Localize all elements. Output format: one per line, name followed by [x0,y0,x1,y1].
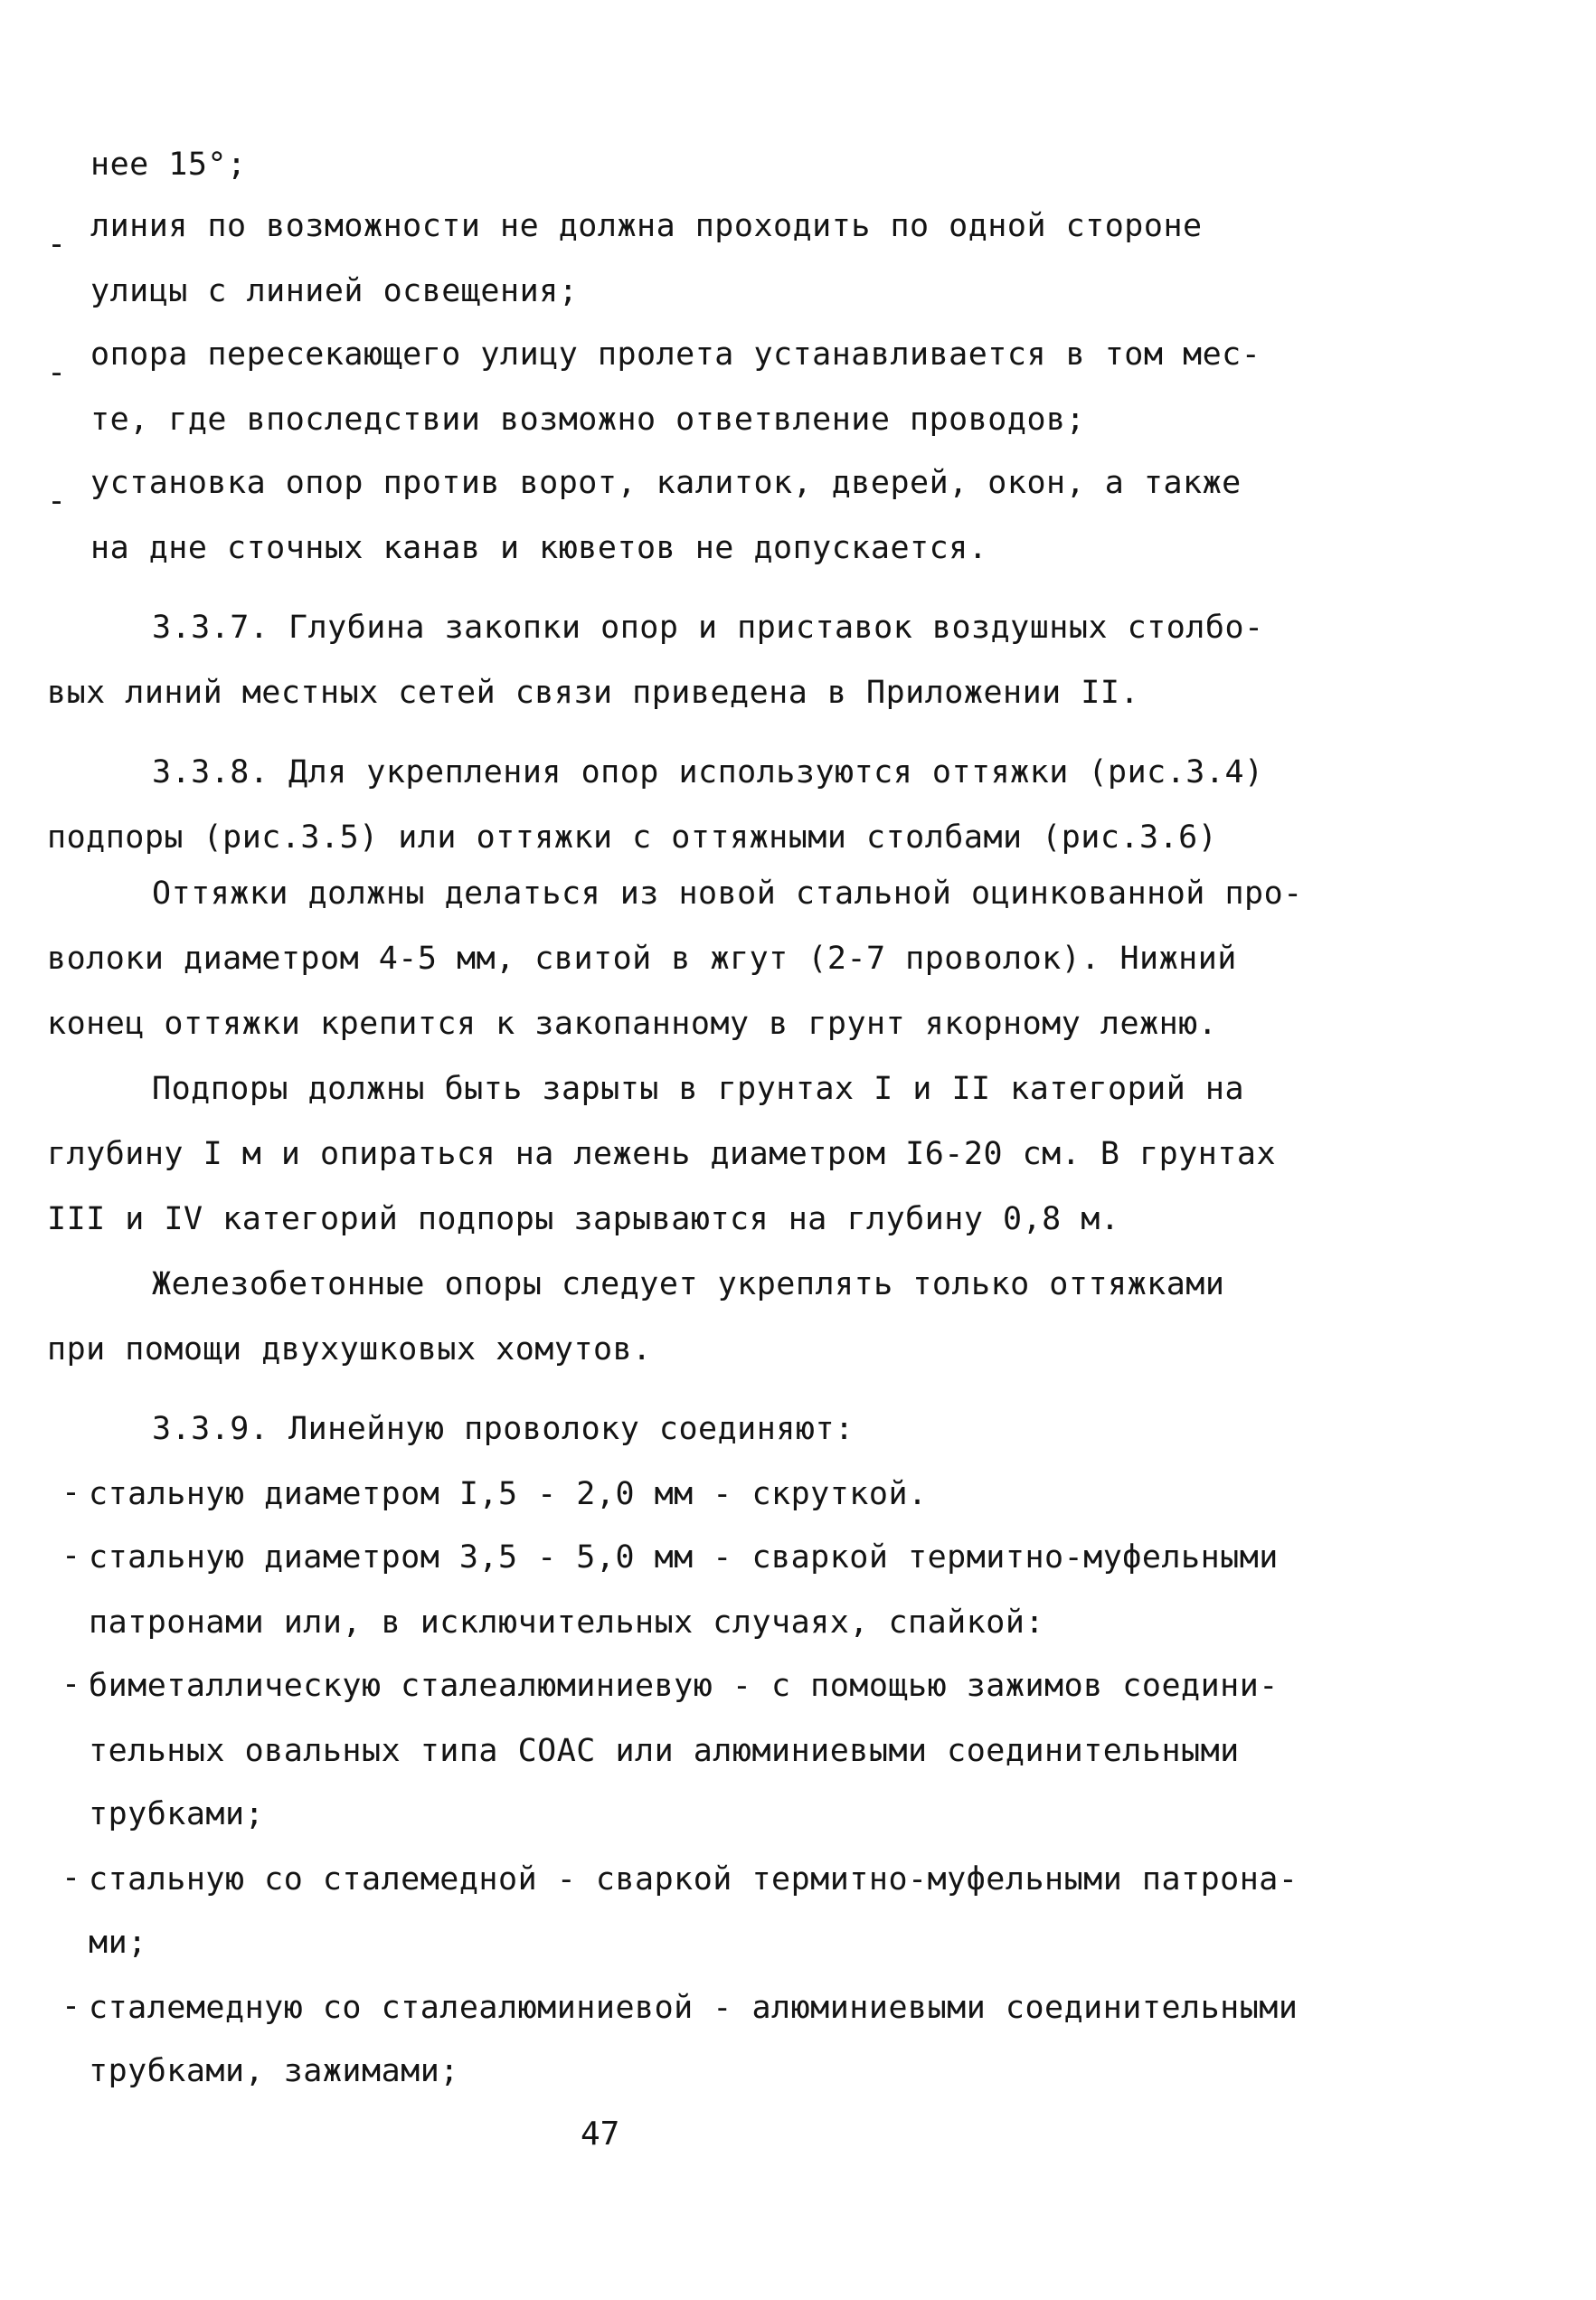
text-line: подпоры (рис.3.5) или оттяжки с оттяжными столбами (рис.3.6) [47,819,1218,856]
text-line: линия по возможности не должна проходить по одной стороне [90,208,1203,244]
text-line: трубками, зажимами; [89,2053,459,2089]
text-line: стальную со сталемедной - сваркой термитно-муфельными патрона- [89,1861,1299,1898]
text-line: глубину I м и опираться на лежень диаметром I6-20 см. В грунтах [47,1136,1277,1172]
text-line: III и IV категорий подпоры зарываются на глубину 0,8 м. [47,1201,1120,1237]
text-line: волоки диаметром 4-5 мм, свитой в жгут (2-7 проволок). Нижний [47,941,1237,977]
text-line: стальную диаметром I,5 - 2,0 мм - скруткой. [89,1476,928,1512]
dash-bullet: - [47,483,67,519]
text-line: вых линий местных сетей связи приведена в Приложении II. [47,675,1140,711]
text-line: установка опор против ворот, калиток, дверей, окон, а также [90,465,1242,501]
text-line: 3.3.9. Линейную проволоку соединяют: [152,1411,855,1447]
dash-bullet: - [61,1538,81,1574]
page-number: 47 [581,2115,620,2153]
dash-bullet: - [61,1860,81,1896]
text-line: сталемедную со сталеалюминиевой - алюминиевыми соединительными [89,1990,1299,2026]
text-line: тельных овальных типа СОАС или алюминиевыми соединительными [89,1733,1240,1769]
text-line: конец оттяжки крепится к закопанному в грунт якорному лежню. [47,1006,1218,1042]
text-line: 3.3.8. Для укрепления опор используются оттяжки (рис.3.4) [152,754,1264,790]
text-line: те, где впоследствии возможно ответвление проводов; [90,402,1086,438]
text-line: Оттяжки должны делаться из новой стальной оцинкованной про- [152,876,1303,912]
dash-bullet: - [61,1666,81,1702]
text-line: стальную диаметром 3,5 - 5,0 мм - сваркой термитно-муфельными [89,1539,1279,1576]
text-line: опора пересекающего улицу пролета устанавливается в том мес- [90,336,1261,373]
text-line: 3.3.7. Глубина закопки опор и приставок воздушных столбо- [152,610,1264,646]
text-line: Подпоры должны быть зарыты в грунтах I и II категорий на [152,1071,1245,1107]
text-line: патронами или, в исключительных случаях, спайкой: [89,1604,1045,1641]
dash-bullet: - [61,1474,81,1510]
text-line: при помощи двухушковых хомутов. [47,1331,652,1368]
dash-bullet: - [47,355,67,391]
text-line: нее 15°; [90,147,247,183]
text-line: ми; [89,1925,147,1961]
text-line: трубками; [89,1796,265,1832]
dash-bullet: - [47,226,67,262]
text-line: улицы с линией освещения; [90,273,579,309]
text-line: Железобетонные опоры следует укреплять только оттяжками [152,1266,1225,1302]
dash-bullet: - [61,1988,81,2024]
text-line: биметаллическую сталеалюминиевую - с помощью зажимов соедини- [89,1668,1279,1704]
text-line: на дне сточных канав и кюветов не допускается. [90,530,988,566]
